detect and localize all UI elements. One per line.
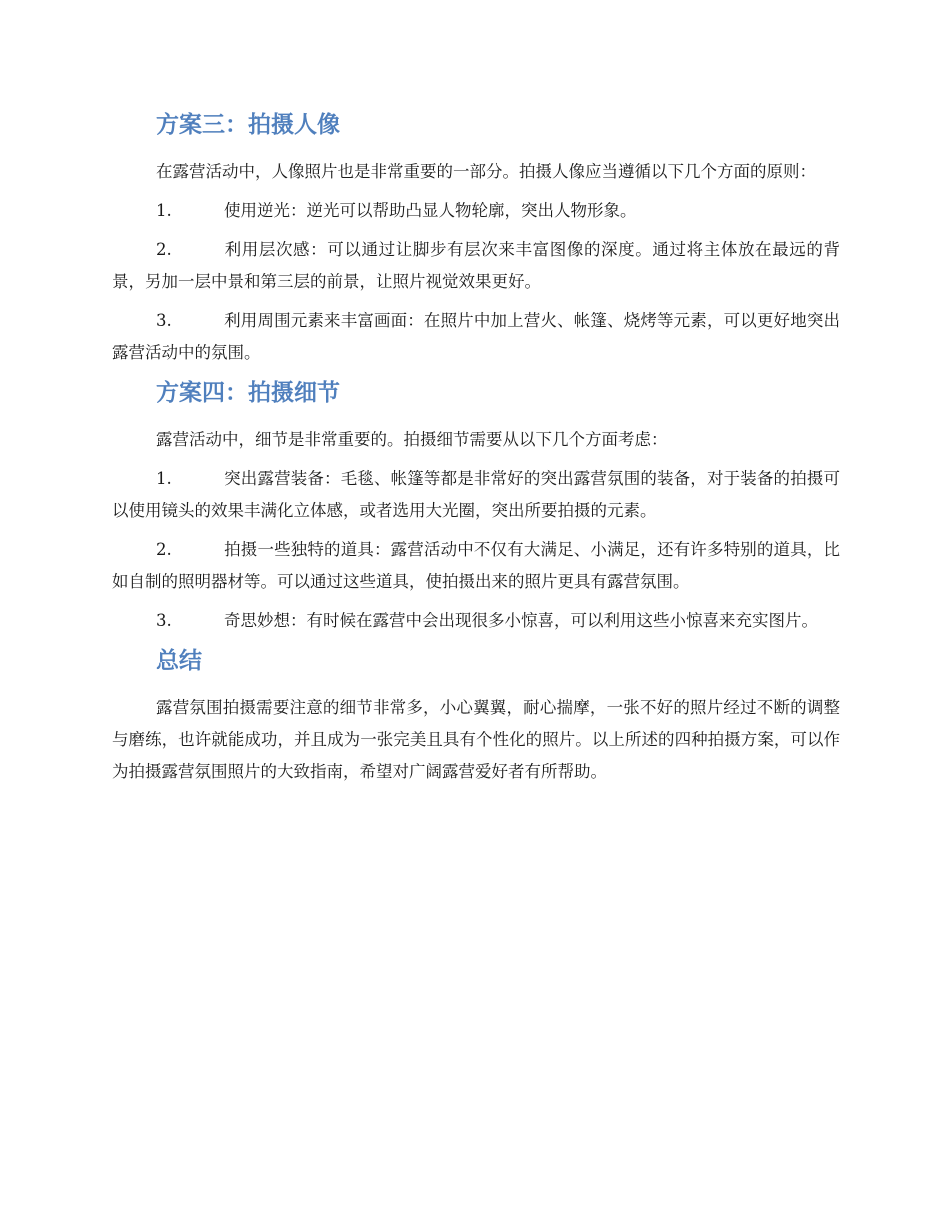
list-item-number: 2. bbox=[156, 540, 172, 559]
list-item bbox=[112, 195, 840, 227]
list-item-number: 3. bbox=[156, 311, 172, 330]
summary-heading: 总结 bbox=[156, 648, 202, 674]
section-intro-details: 露营活动中，细节是非常重要的。拍摄细节需要从以下几个方面考虑： bbox=[156, 430, 668, 449]
summary-text: 露营氛围拍摄需要注意的细节非常多，小心翼翼，耐心揣摩，一张不好的照片经过不断的调整与磨练，也许就能成功，并且成为一张完美且具有个性化的照片。以上所述的四种拍摄方案，可以作为拍摄露营氛围照片的大致指南，希望对广阔露营爱好者有所帮助。 bbox=[112, 698, 840, 781]
list-item-number: 1. bbox=[156, 201, 172, 220]
list-item bbox=[112, 463, 840, 527]
list-item-number: 1. bbox=[156, 469, 172, 488]
list-item-text: 利用周围元素来丰富画面：在照片中加上营火、帐篷、烧烤等元素，可以更好地突出露营活动中的氛围。 bbox=[112, 311, 840, 362]
list-item-text: 利用层次感：可以通过让脚步有层次来丰富图像的深度。通过将主体放在最远的背景，另加一层中景和第三层的前景，让照片视觉效果更好。 bbox=[112, 240, 840, 291]
section-intro-portrait: 在露营活动中，人像照片也是非常重要的一部分。拍摄人像应当遵循以下几个方面的原则： bbox=[156, 162, 816, 181]
list-item bbox=[112, 234, 840, 298]
list-item-text: 使用逆光：逆光可以帮助凸显人物轮廓，突出人物形象。 bbox=[224, 201, 637, 220]
section-heading-details: 方案四：拍摄细节 bbox=[156, 380, 340, 406]
list-item bbox=[112, 605, 840, 637]
list-item-text: 突出露营装备：毛毯、帐篷等都是非常好的突出露营氛围的装备，对于装备的拍摄可以使用镜头的效果丰满化立体感，或者选用大光圈，突出所要拍摄的元素。 bbox=[112, 469, 840, 520]
list-item bbox=[112, 534, 840, 598]
list-item-number: 2. bbox=[156, 240, 172, 259]
list-item-text: 奇思妙想：有时候在露营中会出现很多小惊喜，可以利用这些小惊喜来充实图片。 bbox=[224, 611, 818, 630]
list-item bbox=[112, 305, 840, 369]
list-item-text: 拍摄一些独特的道具：露营活动中不仅有大满足、小满足，还有许多特别的道具，比如自制的照明器材等。可以通过这些道具，使拍摄出来的照片更具有露营氛围。 bbox=[112, 540, 840, 591]
section-heading-portrait: 方案三：拍摄人像 bbox=[156, 112, 340, 138]
list-item-number: 3. bbox=[156, 611, 172, 630]
document-content bbox=[112, 108, 840, 788]
